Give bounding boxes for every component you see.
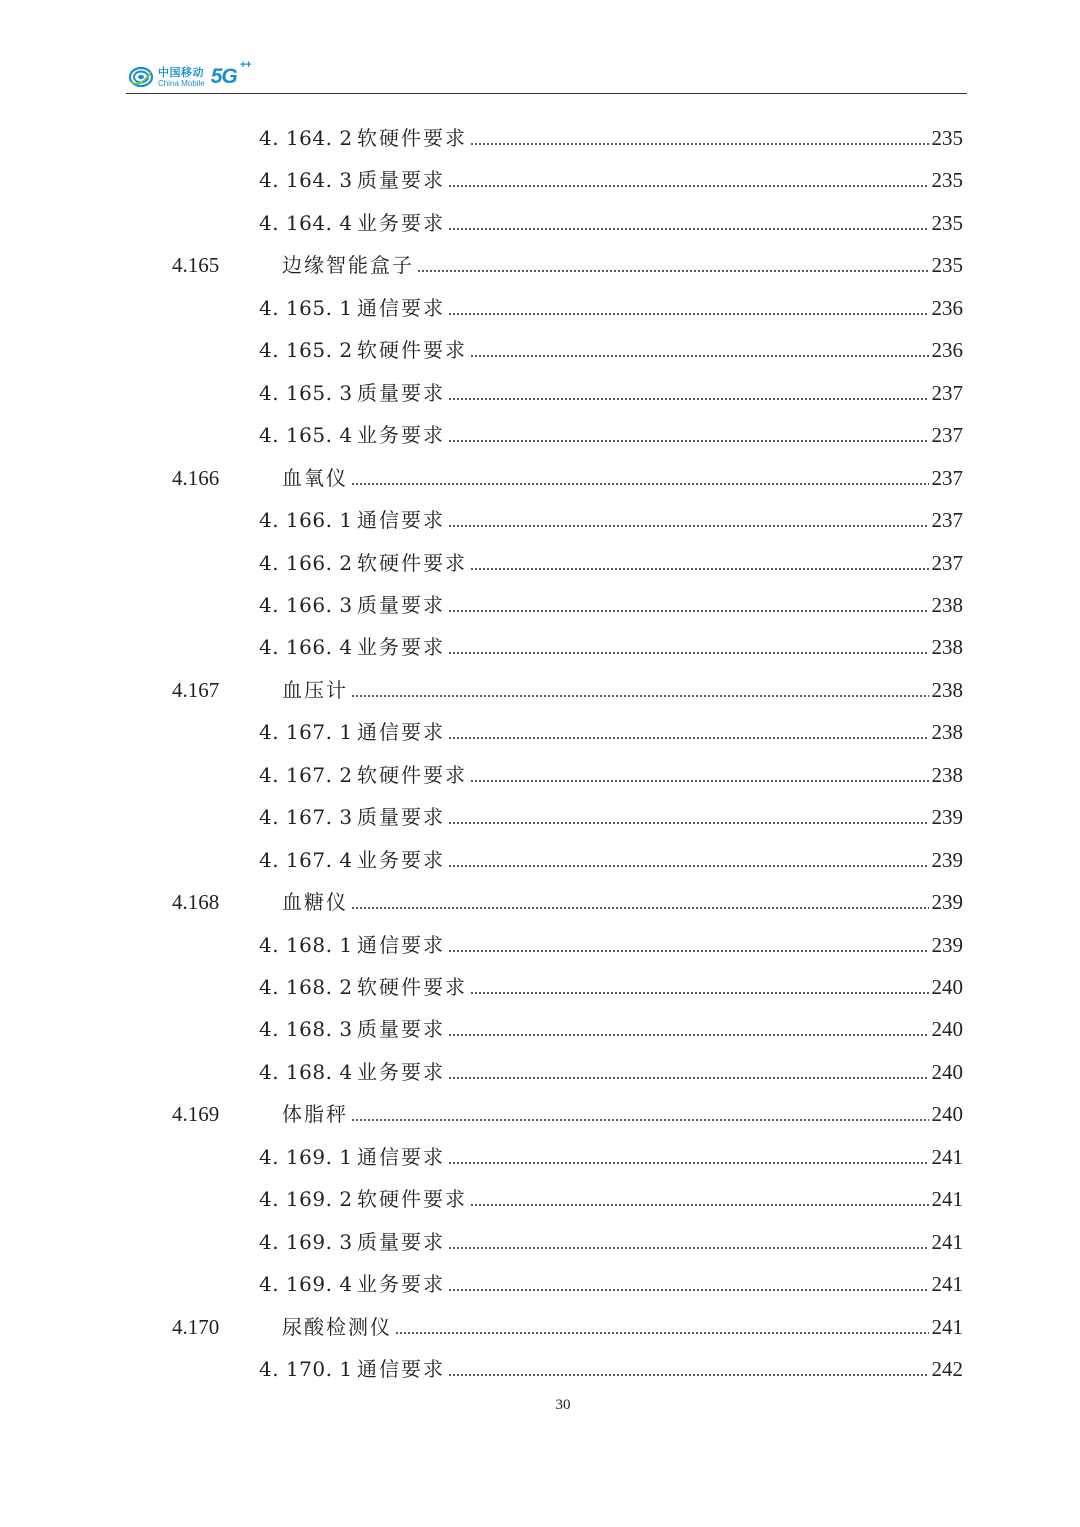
- toc-entry-page: 240: [931, 975, 963, 999]
- toc-dot-leader: [470, 992, 929, 994]
- toc-entry-number: 4.169: [172, 1102, 220, 1127]
- toc-entry-page: 239: [931, 932, 963, 957]
- toc-entry-page: 241: [931, 1144, 963, 1169]
- toc-entry-number: 4. 167. 1: [259, 720, 353, 745]
- toc-entry-page: 238: [931, 635, 963, 660]
- toc-entry-number: 4. 169. 4: [259, 1272, 353, 1297]
- toc-entry-title: 质量要求: [357, 592, 445, 617]
- toc-dot-leader: [448, 1374, 929, 1376]
- toc-section-entry[interactable]: [172, 463, 963, 493]
- toc-entry-title: 边缘智能盒子: [282, 253, 414, 278]
- toc-dot-leader: [470, 568, 929, 570]
- toc-entry-number: 4. 166. 4: [259, 635, 353, 660]
- toc-entry-title: 通信要求: [357, 1144, 445, 1169]
- toc-subsection-entry[interactable]: [259, 632, 963, 662]
- toc-entry-number: 4. 165. 2: [259, 338, 353, 363]
- toc-entry-page: 241: [931, 1272, 963, 1297]
- toc-subsection-entry[interactable]: [259, 378, 963, 408]
- toc-subsection-entry[interactable]: [259, 1354, 963, 1384]
- toc-entry-title: 血氧仪: [282, 465, 348, 490]
- logo-5g-text: 5G: [210, 65, 237, 88]
- toc-subsection-entry[interactable]: [259, 1269, 963, 1299]
- toc-dot-leader: [448, 228, 929, 230]
- toc-entry-number: 4.170: [172, 1314, 220, 1339]
- toc-dot-leader: [351, 907, 929, 909]
- toc-entry-title: 业务要求: [357, 210, 445, 235]
- toc-entry-page: 241: [931, 1229, 963, 1254]
- toc-entry-page: 238: [931, 592, 963, 617]
- toc-entry-number: 4. 166. 3: [259, 592, 353, 617]
- toc-entry-page: 239: [931, 890, 963, 915]
- toc-entry-page: 237: [931, 423, 963, 448]
- toc-entry-page: 238: [931, 762, 963, 787]
- toc-entry-page: 241: [931, 1187, 963, 1212]
- toc-entry-title: 质量要求: [357, 380, 445, 405]
- toc-entry-title: 软硬件要求: [357, 762, 467, 787]
- toc-entry-number: 4. 167. 2: [259, 762, 353, 787]
- toc-section-entry[interactable]: [172, 1099, 963, 1129]
- toc-entry-title: 血糖仪: [282, 890, 348, 915]
- toc-dot-leader: [470, 355, 929, 357]
- toc-entry-title: 软硬件要求: [357, 1187, 467, 1212]
- toc-dot-leader: [448, 822, 929, 824]
- toc-subsection-entry[interactable]: [259, 420, 963, 450]
- toc-entry-page: 240: [931, 1059, 963, 1084]
- toc-dot-leader: [448, 1077, 929, 1079]
- toc-section-entry[interactable]: [172, 675, 963, 705]
- toc-dot-leader: [351, 483, 929, 485]
- toc-section-entry[interactable]: [172, 250, 963, 280]
- toc-dot-leader: [448, 610, 929, 612]
- toc-subsection-entry[interactable]: [259, 930, 963, 960]
- toc-entry-title: 业务要求: [357, 635, 445, 660]
- logo-5g-mark: [210, 59, 251, 89]
- toc-entry-page: 236: [931, 295, 963, 320]
- toc-entry-page: 235: [931, 253, 963, 278]
- logo-wordmark: [158, 67, 205, 88]
- china-mobile-swirl-icon: [128, 64, 154, 90]
- toc-entry-number: 4. 165. 3: [259, 380, 353, 405]
- logo-english-text: China Mobile: [158, 78, 205, 88]
- toc-section-entry[interactable]: [172, 887, 963, 917]
- toc-dot-leader: [417, 270, 929, 272]
- toc-subsection-entry[interactable]: [259, 165, 963, 195]
- toc-entry-title: 软硬件要求: [357, 975, 467, 999]
- toc-entry-number: 4.168: [172, 890, 220, 915]
- toc-entry-page: 239: [931, 805, 963, 830]
- toc-entry-page: 235: [931, 210, 963, 235]
- toc-entry-title: 通信要求: [357, 1357, 445, 1382]
- toc-entry-page: 237: [931, 550, 963, 575]
- toc-entry-number: 4.167: [172, 677, 220, 702]
- toc-entry-title: 通信要求: [357, 295, 445, 320]
- toc-subsection-entry[interactable]: [259, 293, 963, 323]
- toc-entry-number: 4. 169. 3: [259, 1229, 353, 1254]
- china-mobile-logo: [128, 59, 251, 90]
- toc-subsection-entry[interactable]: [259, 802, 963, 832]
- toc-subsection-entry[interactable]: [259, 123, 963, 153]
- toc-subsection-entry[interactable]: [259, 590, 963, 620]
- toc-entry-number: 4. 170. 1: [259, 1357, 353, 1382]
- toc-dot-leader: [448, 1162, 929, 1164]
- toc-subsection-entry[interactable]: [259, 1184, 963, 1214]
- toc-dot-leader: [448, 1247, 929, 1249]
- toc-entry-number: 4. 167. 4: [259, 847, 353, 872]
- toc-subsection-entry[interactable]: [259, 717, 963, 747]
- toc-entry-title: 质量要求: [357, 805, 445, 830]
- toc-entry-title: 质量要求: [357, 168, 445, 193]
- toc-entry-page: 241: [931, 1314, 963, 1339]
- toc-subsection-entry[interactable]: [259, 208, 963, 238]
- toc-dot-leader: [448, 398, 929, 400]
- toc-dot-leader: [448, 652, 929, 654]
- toc-entry-page: 237: [931, 465, 963, 490]
- toc-dot-leader: [448, 737, 929, 739]
- toc-entry-number: 4. 168. 1: [259, 932, 353, 957]
- toc-entry-title: 体脂秤: [282, 1102, 348, 1127]
- toc-entry-page: 240: [931, 1102, 963, 1127]
- toc-entry-number: 4. 168. 3: [259, 1017, 353, 1042]
- toc-entry-title: 业务要求: [357, 1272, 445, 1297]
- toc-dot-leader: [395, 1332, 929, 1334]
- toc-subsection-entry[interactable]: [259, 505, 963, 535]
- toc-entry-number: 4. 167. 3: [259, 805, 353, 830]
- toc-entry-number: 4. 166. 2: [259, 550, 353, 575]
- toc-dot-leader: [351, 695, 929, 697]
- toc-entry-page: 235: [931, 126, 963, 150]
- toc-entry-number: 4. 165. 1: [259, 295, 353, 320]
- toc-section-entry[interactable]: [172, 1312, 963, 1342]
- toc-entry-title: 业务要求: [357, 1059, 445, 1084]
- toc-dot-leader: [448, 525, 929, 527]
- toc-dot-leader: [448, 313, 929, 315]
- toc-dot-leader: [351, 1119, 929, 1121]
- toc-entry-title: 软硬件要求: [357, 126, 467, 150]
- toc-subsection-entry[interactable]: [259, 335, 963, 365]
- toc-entry-title: 通信要求: [357, 508, 445, 533]
- toc-entry-title: 通信要求: [357, 932, 445, 957]
- toc-subsection-entry[interactable]: [259, 972, 963, 1002]
- header-divider: [126, 93, 967, 94]
- page-header: [126, 60, 967, 96]
- toc-subsection-entry[interactable]: [259, 845, 963, 875]
- toc-entry-number: 4. 164. 2: [259, 126, 353, 150]
- toc-entry-number: 4.166: [172, 465, 220, 490]
- toc-entry-number: 4.165: [172, 253, 220, 278]
- logo-chinese-text: 中国移动: [158, 65, 204, 79]
- toc-dot-leader: [448, 865, 929, 867]
- toc-entry-page: 235: [931, 168, 963, 193]
- toc-dot-leader: [448, 950, 929, 952]
- toc-dot-leader: [470, 1204, 929, 1206]
- toc-entry-number: 4. 166. 1: [259, 508, 353, 533]
- toc-entry-page: 237: [931, 380, 963, 405]
- toc-entry-title: 软硬件要求: [357, 550, 467, 575]
- toc-entry-page: 237: [931, 508, 963, 533]
- toc-entry-page: 238: [931, 720, 963, 745]
- toc-dot-leader: [470, 780, 929, 782]
- toc-dot-leader: [448, 1289, 929, 1291]
- toc-entry-title: 质量要求: [357, 1229, 445, 1254]
- toc-subsection-entry[interactable]: [259, 1057, 963, 1087]
- toc-entry-number: 4. 164. 3: [259, 168, 353, 193]
- toc-entry-title: 软硬件要求: [357, 338, 467, 363]
- toc-entry-number: 4. 168. 4: [259, 1059, 353, 1084]
- toc-entry-page: 242: [931, 1357, 963, 1382]
- toc-entry-title: 血压计: [282, 677, 348, 702]
- toc-entry-title: 业务要求: [357, 847, 445, 872]
- toc-entry-number: 4. 164. 4: [259, 210, 353, 235]
- toc-subsection-entry[interactable]: [259, 760, 963, 790]
- toc-entry-page: 240: [931, 1017, 963, 1042]
- toc-subsection-entry[interactable]: [259, 1227, 963, 1257]
- toc-entry-title: 质量要求: [357, 1017, 445, 1042]
- toc-dot-leader: [448, 1034, 929, 1036]
- toc-subsection-entry[interactable]: [259, 1142, 963, 1172]
- page-number: 30: [555, 1397, 571, 1413]
- toc-entry-number: 4. 165. 4: [259, 423, 353, 448]
- toc-entry-page: 238: [931, 677, 963, 702]
- toc-dot-leader: [448, 440, 929, 442]
- logo-5g-plus: ++: [239, 59, 251, 71]
- toc-entry-page: 236: [931, 338, 963, 363]
- toc-entry-title: 业务要求: [357, 423, 445, 448]
- toc-entry-page: 239: [931, 847, 963, 872]
- toc-entry-title: 通信要求: [357, 720, 445, 745]
- toc-entry-title: 尿酸检测仪: [282, 1314, 392, 1339]
- toc-subsection-entry[interactable]: [259, 548, 963, 578]
- toc-dot-leader: [448, 185, 929, 187]
- toc-entry-number: 4. 168. 2: [259, 975, 353, 999]
- toc-entry-number: 4. 169. 1: [259, 1144, 353, 1169]
- toc-entry-number: 4. 169. 2: [259, 1187, 353, 1212]
- toc-subsection-entry[interactable]: [259, 1014, 963, 1044]
- toc-dot-leader: [470, 143, 929, 145]
